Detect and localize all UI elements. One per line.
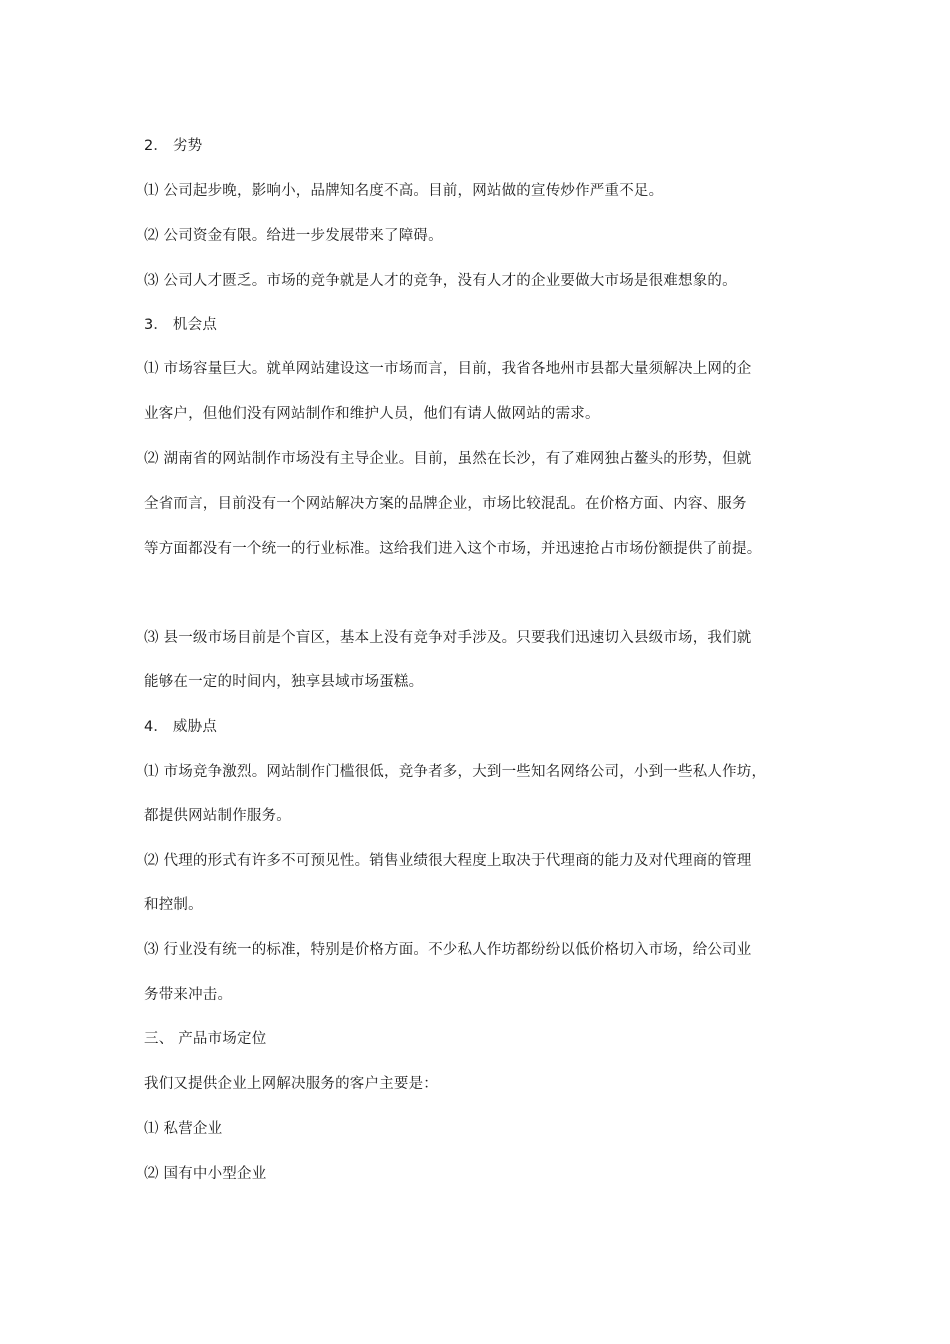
list-item: ⑴ 私营企业 [144,1121,223,1137]
paragraph-line: ⑶ 县一级市场目前是个盲区，基本上没有竞争对手涉及。只要我们迅速切入县级市场，我们就 [144,630,752,646]
paragraph-line: ⑴ 公司起步晚，影响小，品牌知名度不高。目前，网站做的宣传炒作严重不足。 [144,183,664,199]
heading-weaknesses: 2． 劣势 [144,138,203,154]
paragraph-line: ⑵ 代理的形式有许多不可预见性。销售业绩很大程度上取决于代理商的能力及对代理商的管理 [144,853,752,869]
paragraph-line: ⑴ 市场竞争激烈。网站制作门槛很低，竞争者多，大到一些知名网络公司，小到一些私人作坊， [144,764,767,780]
paragraph-line: ⑵ 湖南省的网站制作市场没有主导企业。目前，虽然在长沙，有了难网独占鳌头的形势，但就 [144,451,752,467]
paragraph-line: 全省而言，目前没有一个网站解决方案的品牌企业，市场比较混乱。在价格方面、内容、服务 [144,496,747,512]
paragraph-line: ⑶ 公司人才匮乏。市场的竞争就是人才的竞争，没有人才的企业要做大市场是很难想象的。 [144,273,737,289]
paragraph-line: ⑶ 行业没有统一的标准，特别是价格方面。不少私人作坊都纷纷以低价格切入市场，给公司业 [144,942,752,958]
paragraph-line: ⑵ 公司资金有限。给进一步发展带来了障碍。 [144,228,443,244]
paragraph-line: 和控制。 [144,897,203,913]
paragraph-line: 我们又提供企业上网解决服务的客户主要是： [144,1076,438,1092]
paragraph-line: ⑴ 市场容量巨大。就单网站建设这一市场而言，目前，我省各地州市县都大量须解决上网的企 [144,361,752,377]
paragraph-line: 务带来冲击。 [144,987,233,1003]
list-item: ⑵ 国有中小型企业 [144,1166,267,1182]
paragraph-line: 都提供网站制作服务。 [144,808,291,824]
paragraph-line: 业客户，但他们没有网站制作和维护人员，他们有请人做网站的需求。 [144,406,600,422]
paragraph-line: 能够在一定的时间内，独享县域市场蛋糕。 [144,674,424,690]
heading-opportunities: 3． 机会点 [144,317,218,333]
heading-market-positioning: 三、 产品市场定位 [144,1031,267,1047]
paragraph-line: 等方面都没有一个统一的行业标准。这给我们进入这个市场，并迅速抢占市场份额提供了前提。 [144,541,762,557]
heading-threats: 4． 威胁点 [144,719,218,735]
